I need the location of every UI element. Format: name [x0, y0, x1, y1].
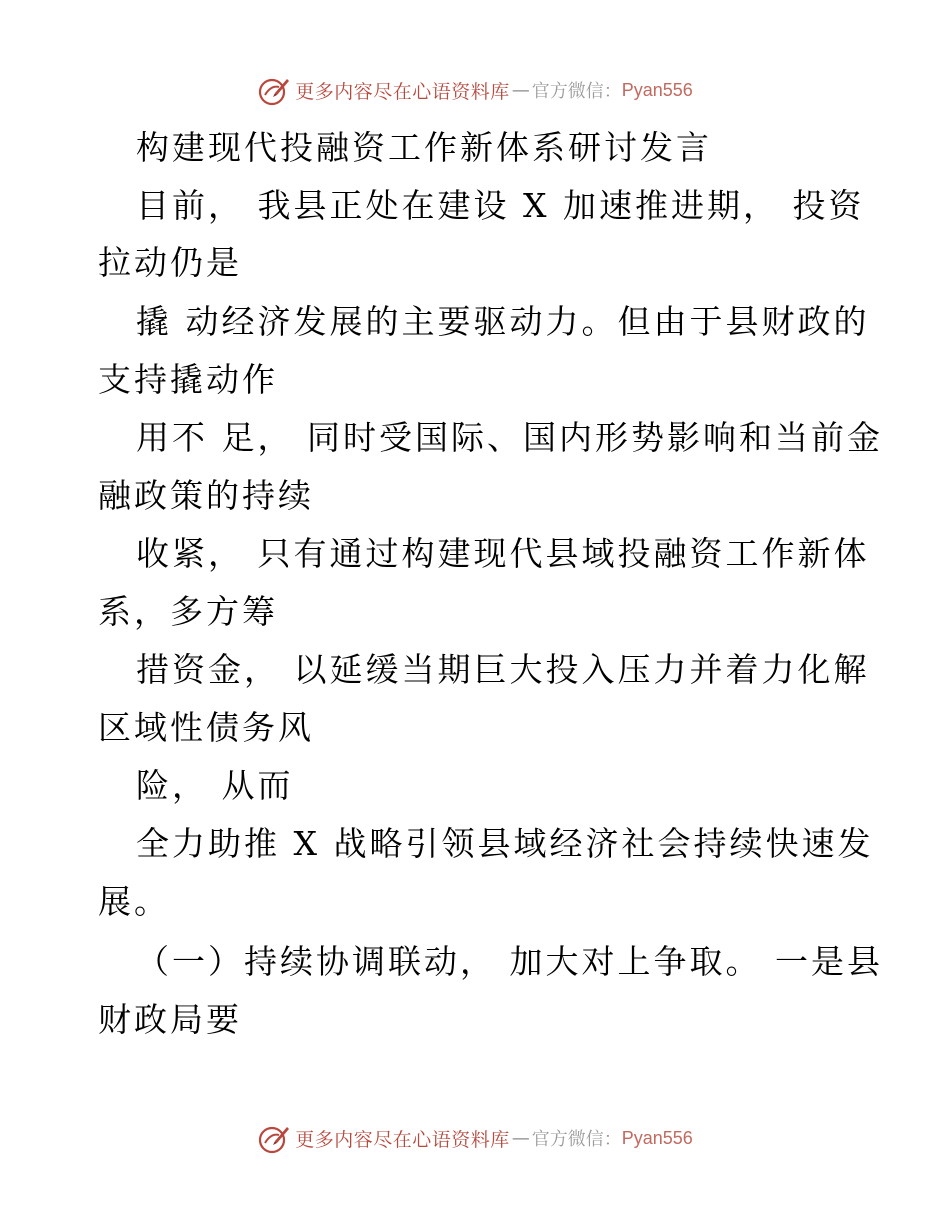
watermark-wechat-label: 官方微信： — [531, 1129, 622, 1150]
watermark-main-text: 更多内容尽在心语资料库 — [295, 80, 510, 103]
paragraph-line: 区域性债务风 — [98, 708, 314, 747]
paragraph-line: 支持撬动作 — [98, 360, 278, 399]
paragraph-line: 用不 足， 同时受国际、国内形势影响和当前金 — [136, 418, 883, 457]
paragraph-line: 目前， 我县正处在建设 X 加速推进期， 投资 — [136, 186, 865, 225]
paragraph-line: 财政局要 — [98, 1000, 242, 1039]
paragraph-line: 收紧， 只有通过构建现代县域投融资工作新体 — [136, 534, 870, 573]
watermark-header — [0, 70, 950, 110]
paragraph-line: 撬 动经济发展的主要驱动力。但由于县财政的 — [136, 302, 870, 341]
document-title: 构建现代投融资工作新体系研讨发言 — [136, 128, 712, 167]
paragraph-line: 措资金， 以延缓当期巨大投入压力并着力化解 — [136, 650, 870, 689]
paragraph-line: 险， 从而 — [136, 766, 294, 805]
section-heading-line: （一）持续协调联动， 加大对上争取。 一是县 — [136, 942, 883, 981]
watermark-main-text: 更多内容尽在心语资料库 — [295, 1128, 510, 1151]
paragraph-line: 融政策的持续 — [98, 476, 314, 515]
watermark-wechat-label: 官方微信： — [531, 81, 622, 102]
paragraph-line: 展。 — [98, 882, 170, 921]
paragraph-line: 系，多方筹 — [98, 592, 278, 631]
paragraph-line: 拉动仍是 — [98, 243, 242, 282]
pen-logo-icon — [257, 73, 291, 107]
watermark-footer — [0, 1118, 950, 1158]
watermark-separator: — — [511, 1127, 530, 1149]
watermark-wechat-id: Pyan556 — [621, 1127, 693, 1148]
watermark-wechat-id: Pyan556 — [621, 79, 693, 100]
watermark-separator: — — [511, 79, 530, 101]
pen-logo-icon — [257, 1121, 291, 1155]
paragraph-line: 全力助推 X 战略引领县域经济社会持续快速发 — [136, 824, 874, 863]
